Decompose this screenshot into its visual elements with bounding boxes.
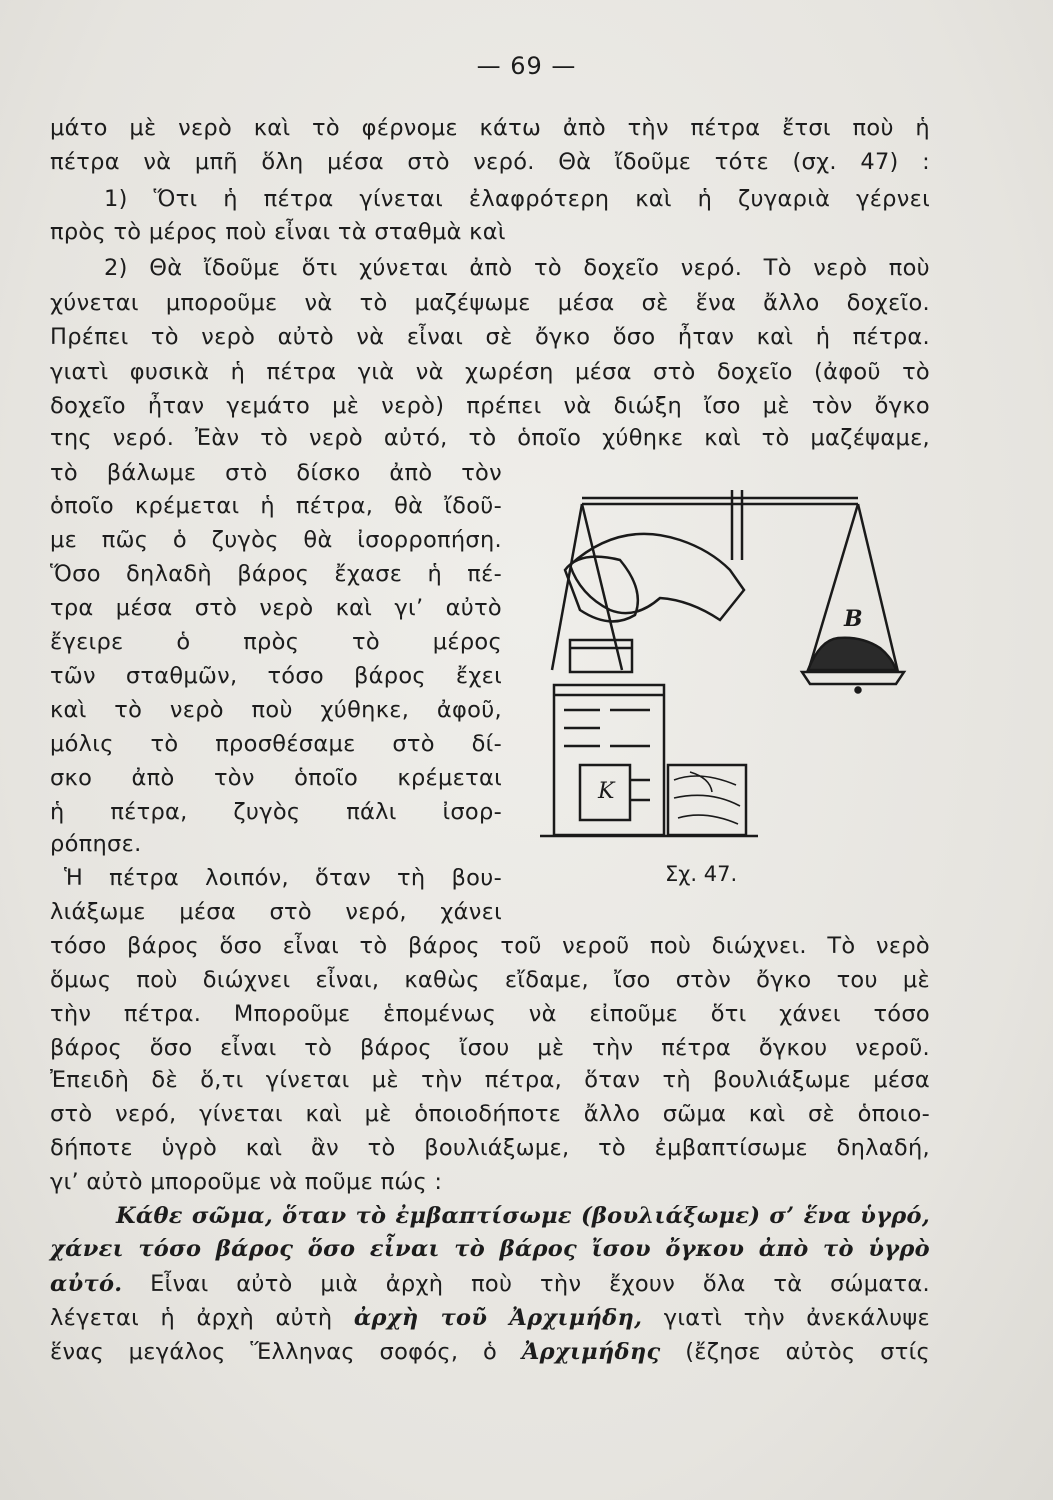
text-line: τρα μέσα στὸ νερὸ καὶ γι’ αὐτὸ	[50, 595, 502, 621]
text-line: καὶ τὸ νερὸ ποὺ χύθηκε, ἀφοῦ,	[50, 697, 502, 723]
principle-line	[50, 1268, 930, 1301]
principle-text: ἕνας μεγάλος Ἕλληνας σοφός, ὁ	[50, 1339, 522, 1365]
principle-text: (ἔζησε αὐτὸς στίς	[660, 1339, 930, 1365]
text-line: τὴν πέτρα. Μποροῦμε ἑπομένως νὰ εἰποῦμε ὅτι χάνει τόσο	[50, 1001, 930, 1027]
principle-end: αὐτό.	[50, 1271, 123, 1297]
text-line: βάρος ὅσο εἶναι τὸ βάρος ἴσου μὲ τὴν πέτρα ὄγκου νεροῦ.	[50, 1035, 930, 1061]
figure-caption: Σχ. 47.	[665, 862, 738, 886]
text-line: πέτρα νὰ μπῆ ὅλη μέσα στὸ νερό. Θὰ ἴδοῦμε τότε (σχ. 47) :	[50, 149, 930, 175]
text-line: λιάξωμε μέσα στὸ νερό, χάνει	[50, 899, 502, 925]
text-line: τῶν σταθμῶν, τόσο βάρος ἔχει	[50, 663, 502, 689]
text-line: ὅμως ποὺ διώχνει εἶναι, καθὼς εἴδαμε, ἴσο στὸν ὄγκο του μὲ	[50, 967, 930, 993]
container-vessel	[570, 640, 632, 672]
text-line: ἡ πέτρα, ζυγὸς πάλι ἰσορ-	[50, 799, 502, 825]
pedestal	[554, 685, 664, 835]
text-line: Πρέπει τὸ νερὸ αὐτὸ νὰ εἶναι σὲ ὄγκο ὅσο ἦταν καὶ ἡ πέτρα.	[50, 324, 930, 350]
text-line: χύνεται μποροῦμε νὰ τὸ μαζέψωμε μέσα σὲ ἕνα ἄλλο δοχεῖο.	[50, 290, 930, 316]
text-line: τόσο βάρος ὅσο εἶναι τὸ βάρος τοῦ νεροῦ ποὺ διώχνει. Τὸ νερὸ	[50, 933, 930, 959]
page-number: — 69 —	[476, 52, 577, 80]
text-line: τὸ βάλωμε στὸ δίσκο ἀπὸ τὸν	[50, 460, 502, 486]
text-line: μάτο μὲ νερὸ καὶ τὸ φέρνομε κάτω ἀπὸ τὴν πέτρα ἔτσι ποὺ ἡ	[50, 115, 930, 141]
text-line: ρόπησε.	[50, 831, 142, 857]
text-line: Ὅσο δηλαδὴ βάρος ἔχασε ἡ πέ-	[50, 561, 502, 587]
text-line: Ἐπειδὴ δὲ ὅ,τι γίνεται μὲ τὴν πέτρα, ὅταν τὴ βουλιάξωμε μέσα	[50, 1067, 930, 1093]
label-k: Κ	[598, 779, 615, 804]
wooden-block	[668, 765, 746, 835]
text-line: σκο ἀπὸ τὸν ὁποῖο κρέμεται	[50, 765, 502, 791]
left-pan-string	[552, 504, 582, 670]
principle-continuation: Εἶναι αὐτὸ μιὰ ἀρχὴ ποὺ τὴν ἔχουν ὅλα τὰ σώματα.	[122, 1271, 930, 1297]
text-line: δοχεῖο ἦταν γεμάτο μὲ νερὸ) πρέπει νὰ διώξη ἴσο μὲ τὸν ὄγκο	[50, 393, 930, 419]
text-line: πρὸς τὸ μέρος ποὺ εἶναι τὰ σταθμὰ καὶ	[50, 219, 506, 245]
stone-in-cloth	[570, 534, 744, 620]
principle-line: χάνει τόσο βάρος ὅσο εἶναι τὸ βάρος ἴσου ὄγκου ἀπὸ τὸ ὑγρὸ	[50, 1236, 930, 1262]
text-line: στὸ νερό, γίνεται καὶ μὲ ὁποιοδήποτε ἄλλο σῶμα καὶ σὲ ὁποιο-	[50, 1101, 930, 1127]
text-line: γι’ αὐτὸ μποροῦμε νὰ ποῦμε πώς :	[50, 1169, 443, 1195]
balance-scale-figure	[540, 480, 970, 850]
text-line: 2) Θὰ ἴδοῦμε ὅτι χύνεται ἀπὸ τὸ δοχεῖο νερό. Τὸ νερὸ ποὺ	[104, 255, 930, 281]
text-line: ἔγειρε ὁ πρὸς τὸ μέρος	[50, 629, 502, 655]
principle-line: Κάθε σῶμα, ὅταν τὸ ἐμβαπτίσωμε (βουλιάξωμε) σ’ ἕνα ὑγρό,	[116, 1203, 930, 1229]
weights-b	[808, 638, 896, 670]
text-line: με πῶς ὁ ζυγὸς θὰ ἰσορροπήση.	[50, 527, 502, 553]
text-line: δήποτε ὑγρὸ καὶ ἂν τὸ βουλιάξωμε, τὸ ἐμβαπτίσωμε δηλαδή,	[50, 1135, 930, 1161]
text-line: γιατὶ φυσικὰ ἡ πέτρα γιὰ νὰ χωρέση μέσα στὸ δοχεῖο (ἀφοῦ τὸ	[50, 359, 930, 385]
text-line: ὁποῖο κρέμεται ἡ πέτρα, θὰ ἴδοῦ-	[50, 493, 502, 519]
archimedes-name: Ἀρχιμήδης	[521, 1339, 661, 1365]
principle-line	[50, 1302, 930, 1335]
label-b: Β	[844, 606, 863, 632]
principle-name: ἀρχὴ τοῦ Ἀρχιμήδη,	[353, 1305, 643, 1331]
text-line: 1) Ὅτι ἡ πέτρα γίνεται ἐλαφρότερη καὶ ἡ ζυγαριὰ γέρνει	[104, 186, 930, 212]
principle-text: γιατὶ τὴν ἀνεκάλυψε	[642, 1305, 930, 1331]
text-line: της νερό. Ἐὰν τὸ νερὸ αὐτό, τὸ ὁποῖο χύθηκε καὶ τὸ μαζέψαμε,	[50, 425, 930, 451]
right-pan	[802, 672, 904, 684]
text-line: μόλις τὸ προσθέσαμε στὸ δί-	[50, 731, 502, 757]
principle-line	[50, 1336, 930, 1369]
text-line: Ἡ πέτρα λοιπόν, ὅταν τὴ βου-	[64, 865, 502, 891]
principle-text: λέγεται ἡ ἀρχὴ αὐτὴ	[50, 1305, 354, 1331]
